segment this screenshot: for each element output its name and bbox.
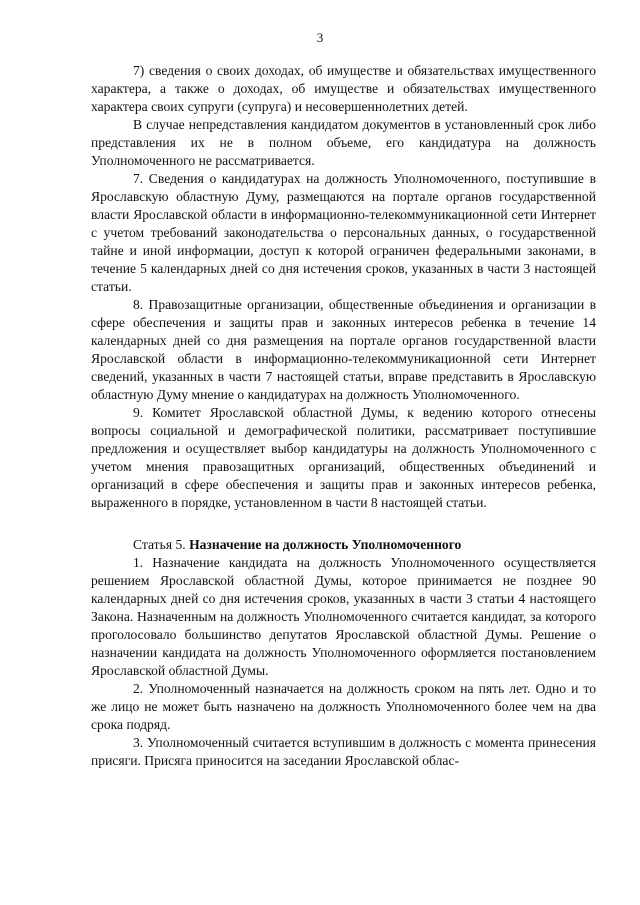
paragraph-part-9: 9. Комитет Ярославской областной Думы, к ведению которого отнесены вопросы социальной и демографической политики, рассматривает поступившие предложения и осуществляет выбор кандидатуры на должность Уполномоченного с учетом мнения правозащитных организаций, общественных объединений и организаций в сфере обеспечения и защиты прав и законных интересов ребенка, выраженного в порядке, установленном в части 8 настоящей статьи. xyxy=(91,405,596,510)
document-body xyxy=(91,62,596,770)
paragraph-item-7-income: 7) сведения о своих доходах, об имуществе и обязательствах имущественного характера, а также о доходах, об имуществе и обязательствах имущественного характера своих супруги (супруга) и несовершеннолетних детей. xyxy=(91,63,596,114)
paragraph-part-8: 8. Правозащитные организации, общественные объединения и организации в сфере обеспечения и защиты прав и законных интересов ребенка в течение 14 календарных дней со дня размещения на портале органов государственной власти Ярославской области в информационно-телекоммуникационной сети Интернет сведений, указанных в части 7 настоящей статьи, вправе представить в Ярославскую областную Думу мнение о кандидатурах на должность Уполномоченного. xyxy=(91,297,596,402)
article-title: Назначение на должность Уполномоченного xyxy=(189,537,462,552)
paragraph-art5-part-3: 3. Уполномоченный считается вступившим в должность с момента принесения присяги. Присяга приносится на заседании Ярославской облас- xyxy=(91,735,596,768)
paragraph-art5-part-1: 1. Назначение кандидата на должность Уполномоченного осуществляется решением Ярославской областной Думы, которое принимается не позднее 90 календарных дней со дня истечения сроков, указанных в части 3 статьи 4 настоящего Закона. Назначенным на должность Уполномоченного считается кандидат, за которого проголосовало большинство депутатов Ярославской областной Думы. Решение о назначении кандидата на должность Уполномоченного оформляется постановлением Ярославской областной Думы. xyxy=(91,555,596,678)
article-label: Статья 5. xyxy=(133,537,190,552)
page-number: 3 xyxy=(316,30,324,45)
paragraph-nonsubmission: В случае непредставления кандидатом документов в установленный срок либо представления их не в полном объеме, его кандидатура на должность Уполномоченного не рассматривается. xyxy=(91,117,596,168)
paragraph-part-7: 7. Сведения о кандидатурах на должность Уполномоченного, поступившие в Ярославскую областную Думу, размещаются на портале органов государственной власти Ярославской области в информационно-телекоммуникационной сети Интернет с учетом требований законодательства о персональных данных, о государственной тайне и иной информации, доступ к которой ограничен федеральными законами, в течение 5 календарных дней со дня истечения сроков, указанных в части 3 настоящей статьи. xyxy=(91,171,596,294)
article-heading xyxy=(91,536,596,554)
paragraph-art5-part-2: 2. Уполномоченный назначается на должность сроком на пять лет. Одно и то же лицо не может быть назначено на должность Уполномоченного более чем на два срока подряд. xyxy=(91,681,596,732)
section-spacer xyxy=(91,512,596,536)
